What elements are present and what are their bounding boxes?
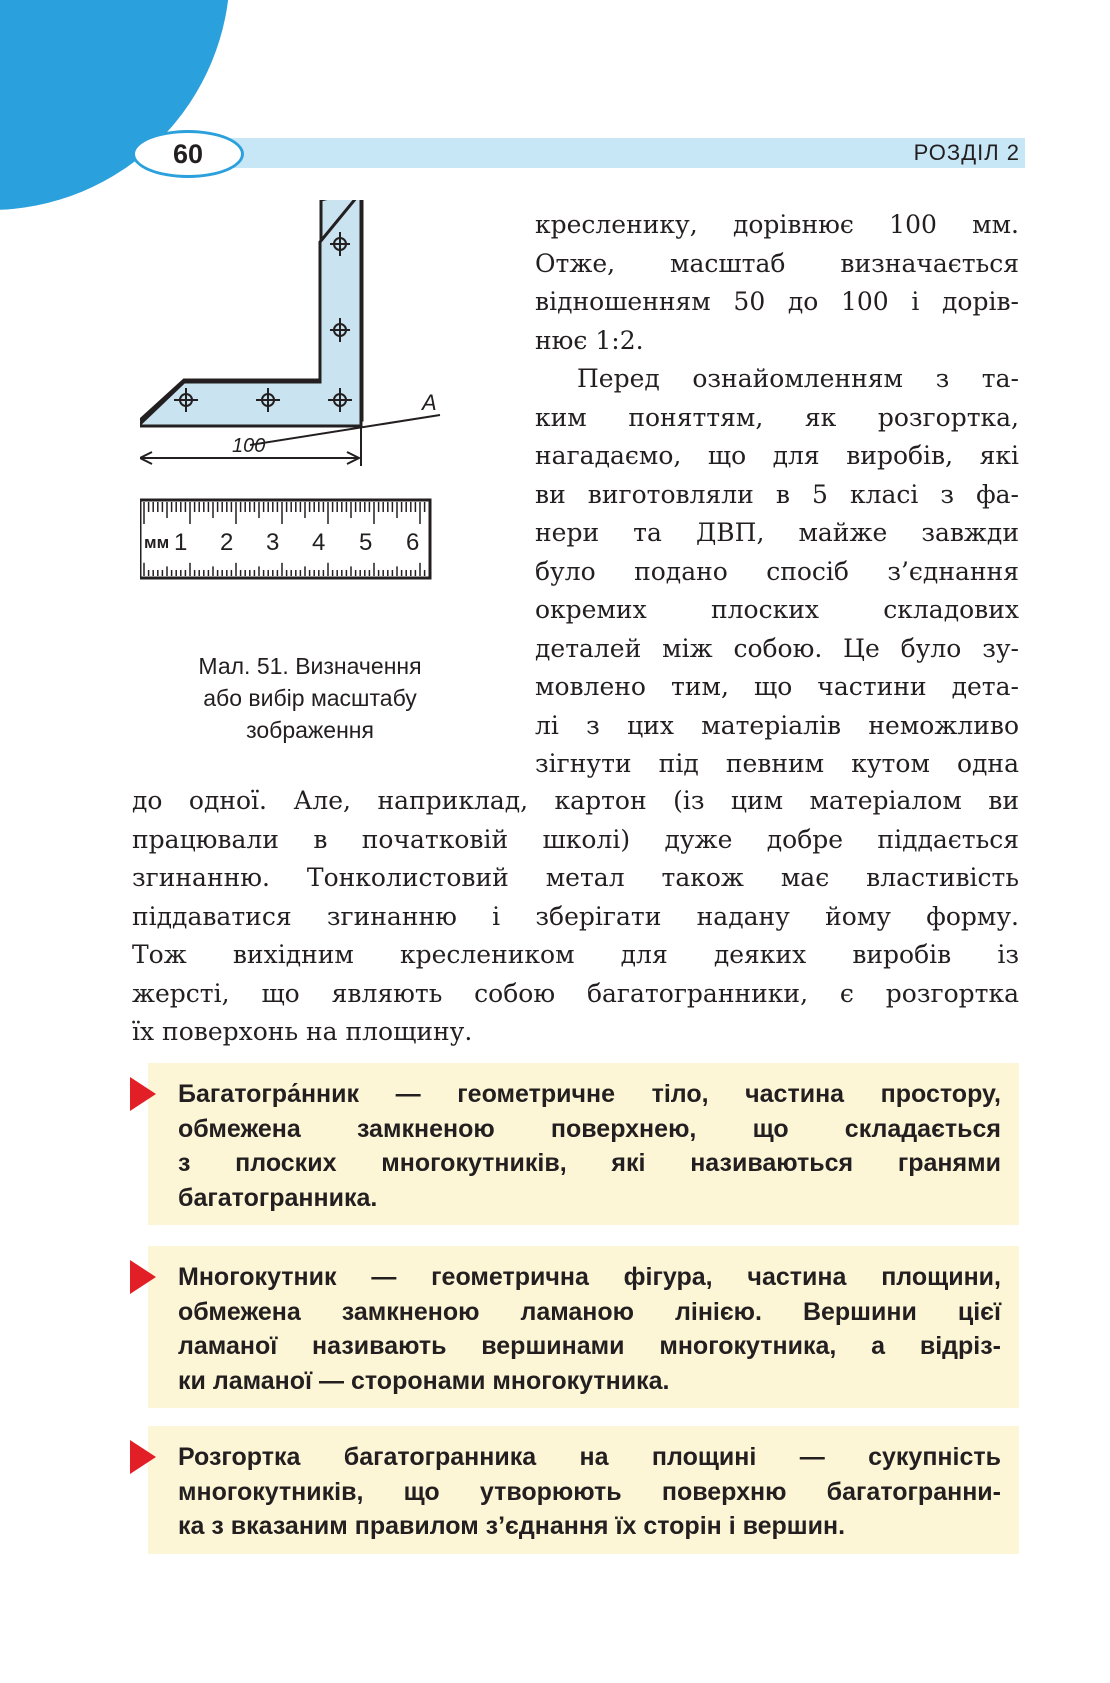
definition-box-polygon — [148, 1246, 1019, 1408]
ruler-number: 5 — [359, 529, 373, 556]
definition-line: ка з вказаним правилом з’єднання їх сторін і вершин. — [178, 1512, 846, 1540]
text-line: до одної. Але, наприклад, картон (із цим матеріалом ви — [132, 786, 1019, 815]
text-line: працювали в початковій школі) дуже добре піддається — [132, 824, 1019, 854]
definition-line: з плоских многокутників, які називаються гранями — [178, 1149, 1001, 1177]
ruler-number: 1 — [174, 529, 188, 556]
definition-line: ламаної називають вершинами многокутника, а відріз- — [178, 1332, 1001, 1360]
text-line: деталей між собою. Це було зу- — [535, 633, 1019, 663]
body-text-full — [132, 782, 1019, 1052]
definition-line: многокутників, що утворюють поверхню багатогранни- — [178, 1477, 1001, 1506]
definition-line: ки ламаної — сторонами многокутника. — [178, 1366, 670, 1395]
ruler-number: 2 — [220, 529, 234, 556]
definition-line: Багатогра́нник — геометричне тіло, частина простору, — [178, 1080, 1001, 1108]
figure-caption — [140, 650, 480, 746]
text-line: їх поверхонь на площину. — [132, 1017, 473, 1046]
figure-51 — [140, 200, 480, 640]
section-title: РОЗДІЛ 2 — [913, 140, 1020, 165]
text-line: зігнути під певним кутом одна — [535, 749, 1019, 778]
text-line: нагадаємо, що для виробів, які — [535, 441, 1019, 470]
definition-line: Многокутник — геометрична фігура, частина площини, — [178, 1263, 1001, 1291]
definition-line: обмежена замкненою ламаною лінією. Вершини цієї — [178, 1297, 1001, 1326]
text-line: ким поняттям, як розгортка, — [535, 402, 1019, 432]
marker-triangle-icon — [130, 1260, 156, 1294]
text-line: нює 1:2. — [535, 325, 644, 355]
text-line: Тож вихідним креслеником для деяких виробів із — [132, 940, 1019, 969]
caption-line: зображення — [246, 717, 374, 743]
text-line: Отже, масштаб визначається — [535, 248, 1019, 278]
pointer-label: A — [422, 390, 437, 415]
text-line: жерсті, що являють собою багатогранники, є розгортка — [132, 978, 1019, 1008]
caption-line: або вибір масштабу — [203, 685, 417, 711]
dimension-value: 100 — [232, 435, 266, 457]
ruler-unit: мм — [144, 533, 170, 552]
definition-line: багатогранника. — [178, 1183, 378, 1212]
text-line: ви виготовляли в 5 класі з фа- — [535, 479, 1019, 509]
header-bar — [165, 138, 1025, 168]
definition-box-polyhedron — [148, 1063, 1019, 1225]
ruler-number: 6 — [406, 529, 420, 556]
page-number: 60 — [132, 130, 244, 178]
text-line: згинанню. Тонколистовий метал також має властивість — [132, 863, 1019, 892]
definition-box-net — [148, 1426, 1019, 1554]
corner-decoration — [0, 0, 230, 210]
text-line: лі з цих матеріалів неможливо — [535, 710, 1019, 740]
text-line: було подано спосіб з’єднання — [535, 556, 1019, 586]
text-line: кресленику, дорівнює 100 мм. — [535, 210, 1019, 239]
text-line: піддаватися згинанню і зберігати надану йому форму. — [132, 901, 1019, 931]
text-line: нери та ДВП, майже завжди — [535, 518, 1019, 547]
caption-line: Мал. 51. Визначення — [198, 653, 422, 679]
text-line: Перед ознайомленням з та- — [577, 364, 1019, 393]
body-text-column — [535, 206, 1019, 784]
text-line: відношенням 50 до 100 і дорів- — [535, 287, 1019, 316]
text-line: окремих плоских складових — [535, 595, 1019, 624]
definition-line: обмежена замкненою поверхнею, що складається — [178, 1114, 1001, 1143]
ruler-number: 3 — [266, 529, 280, 556]
marker-triangle-icon — [130, 1077, 156, 1111]
ruler — [140, 500, 430, 578]
ruler-number: 4 — [312, 529, 326, 556]
definition-line: Розгортка багатогранника на площині — сукупність — [178, 1443, 1001, 1471]
text-line: мовлено тим, що частини дета- — [535, 672, 1019, 701]
marker-triangle-icon — [130, 1440, 156, 1474]
